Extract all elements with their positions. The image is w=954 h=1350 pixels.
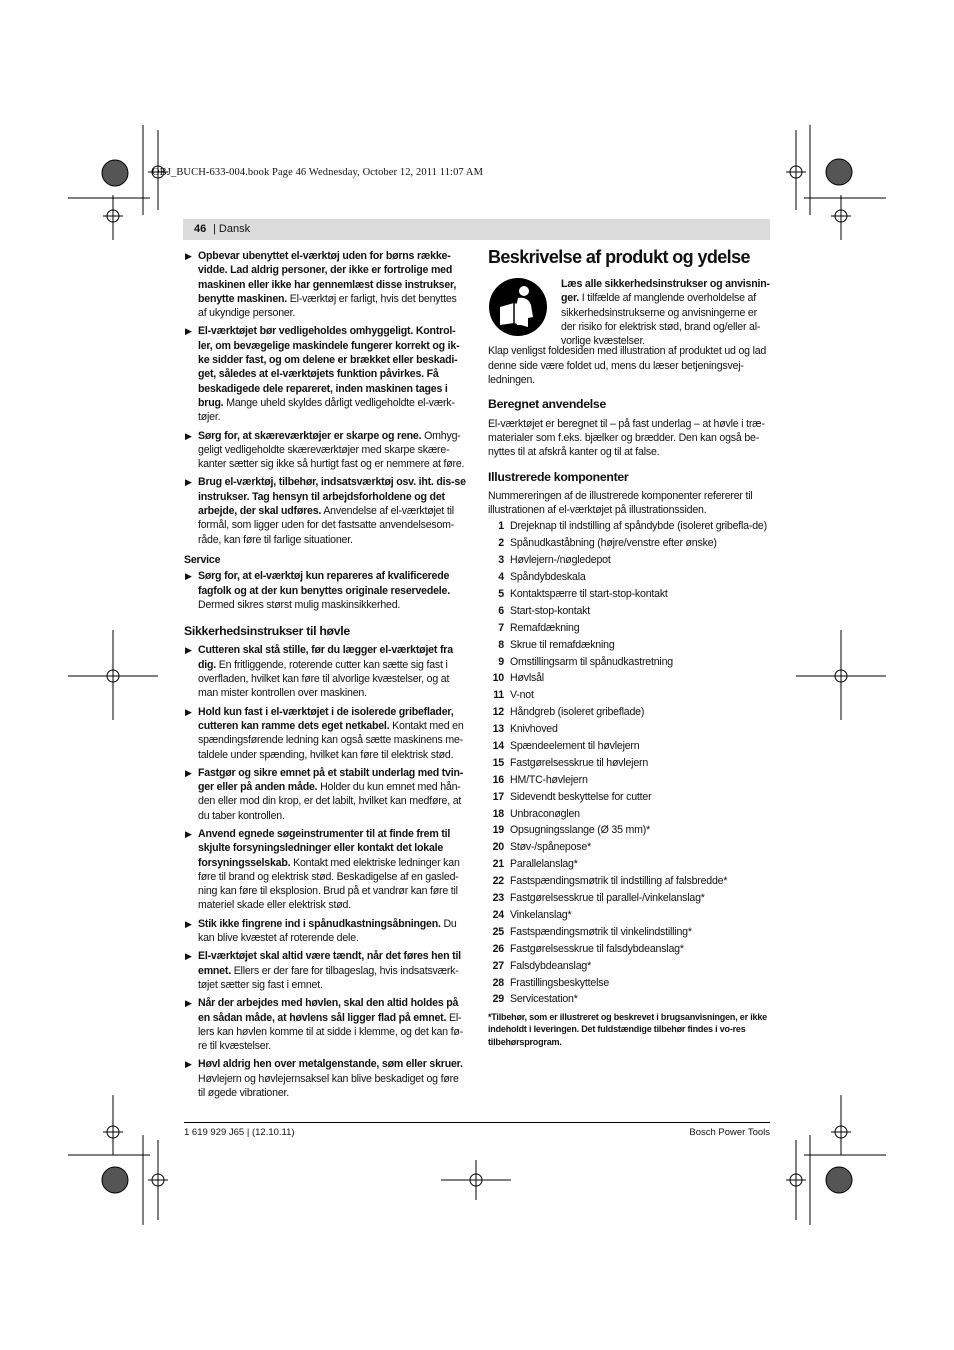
component-label: Fastgørelsesskrue til falsdybdeanslag* bbox=[510, 942, 684, 955]
component-label: HM/TC-høvlejern bbox=[510, 773, 588, 786]
component-item bbox=[488, 739, 770, 753]
component-item bbox=[488, 553, 770, 567]
component-label: Fastgørelsesskrue til parallel-/vinkelanslag* bbox=[510, 892, 705, 905]
bullet-item bbox=[184, 643, 466, 700]
component-label: Spånudkaståbning (højre/venstre efter ønske) bbox=[510, 537, 717, 550]
component-label: Fastspændingsmøtrik til vinkelindstilling* bbox=[510, 925, 692, 938]
component-item bbox=[488, 925, 770, 939]
component-number: 16 bbox=[492, 773, 504, 786]
component-number: 2 bbox=[498, 537, 504, 550]
bullet-bold-text: Fastgør og sikre emnet på et stabilt underlag med tvin-ger eller på anden måde. bbox=[198, 766, 464, 794]
bullet-item bbox=[184, 949, 466, 992]
service-bullets bbox=[184, 569, 466, 612]
safety-heading: Sikkerhedsinstrukser til høvle bbox=[184, 624, 350, 639]
bullet-arrow-icon: ▶ bbox=[185, 477, 192, 488]
component-label: Drejeknap til indstilling af spåndybde (isoleret gribefla-de) bbox=[510, 520, 767, 533]
bullet-arrow-icon: ▶ bbox=[185, 918, 192, 929]
bullet-arrow-icon: ▶ bbox=[185, 1059, 192, 1070]
component-item bbox=[488, 823, 770, 837]
bullet-text: Omhyg-geligt vedligeholdte skæreværktøjer med skarpe skære-kanter sætter sig ikke så hurtigt fast og er nemmere at føre. bbox=[198, 429, 465, 471]
intro-text: Læs alle sikkerhedsinstrukser og anvisnin-ger. I tilfælde af manglende overholdelse af sikkerhedsinstrukserne og anvisningerne er der risiko for elektrisk stød, brand og/eller al-vorlige kvæstelser. bbox=[561, 278, 770, 348]
component-number: 28 bbox=[492, 976, 504, 989]
component-label: Frastillingsbeskyttelse bbox=[510, 976, 610, 989]
bullet-text: En fritliggende, roterende cutter kan sætte sig fast i overfladen, hvilket kan føre til alvorlige kvæstelser, og at man mister kontrollen over maskinen. bbox=[198, 658, 450, 700]
left-column bbox=[184, 249, 466, 1104]
component-label: Sidevendt beskyttelse for cutter bbox=[510, 790, 652, 803]
page-number: 46 bbox=[194, 223, 207, 235]
component-item bbox=[488, 840, 770, 854]
component-item bbox=[488, 638, 770, 652]
component-label: Kontaktspærre til start-stop-kontakt bbox=[510, 588, 668, 601]
component-number: 14 bbox=[492, 740, 504, 753]
bullet-bold-text: Cutteren skal stå stille, før du lægger el-værktøjet fra dig. bbox=[198, 644, 453, 671]
component-label: Spændeelement til høvlejern bbox=[510, 740, 640, 753]
component-label: Skrue til remafdækning bbox=[510, 638, 615, 651]
page-header-bar bbox=[183, 219, 770, 240]
bullet-item bbox=[184, 1057, 466, 1100]
bullet-item bbox=[184, 996, 466, 1053]
component-number: 29 bbox=[492, 993, 504, 1006]
bullet-arrow-icon: ▶ bbox=[185, 571, 192, 582]
footer-brand: Bosch Power Tools bbox=[689, 1127, 770, 1138]
components-heading: Illustrerede komponenter bbox=[488, 469, 629, 484]
bullet-bold-text: Anvend egnede søgeinstrumenter til at finde frem til skjulte forsyningsledninger eller kontakt det lokale forsyningsselskab. bbox=[198, 827, 451, 869]
bullet-text: Kontakt med elektriske ledninger kan føre til brand og elektrisk stød. Beskadigelse af en gasled-ning kan føre til eksplosion. Brud på et vandrør kan føre til materiel skade eller elektrisk stød. bbox=[198, 856, 460, 912]
intended-use-text: El-værktøjet er beregnet til – på fast underlag – at høvle i træ-materialer som f.eks. bjælker og brædder. Den kan også be-nyttes til at afskrå kanter og til at false. bbox=[488, 417, 765, 459]
component-label: Falsdybdeanslag* bbox=[510, 959, 592, 972]
component-number: 4 bbox=[498, 571, 504, 584]
bullet-bold-text: Stik ikke fingrene ind i spånudkastningsåbningen. bbox=[198, 917, 441, 930]
bullet-text: Du kan blive kvæstet af roterende dele. bbox=[198, 917, 457, 945]
component-number: 13 bbox=[492, 723, 504, 736]
safety-bullets bbox=[184, 643, 466, 1100]
component-item bbox=[488, 874, 770, 888]
component-label: Fastspændingsmøtrik til indstilling af falsbredde* bbox=[510, 875, 728, 888]
component-item bbox=[488, 519, 770, 533]
component-item bbox=[488, 756, 770, 770]
general-bullets bbox=[184, 249, 466, 547]
bullet-bold-text: Opbevar ubenyttet el-værktøj uden for børns række-vidde. Lad aldrig personer, der ikke er fortrolige med maskinen eller ikke har gennemlæst disse instrukser, benytte maskinen. bbox=[198, 250, 457, 305]
component-item bbox=[488, 891, 770, 905]
component-label: Fastgørelsesskrue til høvlejern bbox=[510, 756, 649, 769]
page-language: | Dansk bbox=[213, 223, 251, 235]
component-label: Start-stop-kontakt bbox=[510, 604, 591, 617]
component-item bbox=[488, 705, 770, 719]
component-number: 8 bbox=[498, 638, 504, 651]
print-header: OBJ_BUCH-633-004.book Page 46 Wednesday, October 12, 2011 11:07 AM bbox=[152, 167, 484, 178]
component-number: 15 bbox=[492, 756, 504, 769]
section-title: Beskrivelse af produkt og ydelse bbox=[488, 247, 750, 267]
bullet-text: El-værktøj er farligt, hvis det benyttes af ukyndige personer. bbox=[198, 292, 457, 320]
bullet-item bbox=[184, 429, 466, 472]
component-number: 23 bbox=[492, 892, 504, 905]
bullet-bold-text: Når der arbejdes med høvlen, skal den altid holdes på en sådan måde, at høvlens sål ligger flad på emnet. bbox=[198, 997, 459, 1024]
components-list bbox=[488, 519, 770, 1006]
component-number: 22 bbox=[492, 875, 504, 888]
component-item bbox=[488, 621, 770, 635]
bullet-bold-text: El-værktøjet bør vedligeholdes omhyggeligt. Kontrol-ler, om bevægelige maskindele fungerer korrekt og ik-ke sidder fast, og om delene er brækket eller beskadi-get, således at el-værktøjets funktion påvirkes. Få beskadigede dele repareret, inden maskinen tages i brug. bbox=[198, 325, 460, 409]
intended-use-heading: Beregnet anvendelse bbox=[488, 397, 607, 412]
component-number: 20 bbox=[492, 841, 504, 854]
bullet-bold-text: Sørg for, at el-værktøj kun repareres af kvalificerede fagfolk og at der kun benyttes originale reservedele. bbox=[198, 570, 450, 597]
component-label: Håndgreb (isoleret gribeflade) bbox=[510, 706, 645, 719]
intro-block bbox=[488, 277, 770, 348]
component-item bbox=[488, 908, 770, 922]
component-label: Parallelanslag* bbox=[510, 858, 578, 871]
bullet-item bbox=[184, 705, 466, 762]
bullet-arrow-icon: ▶ bbox=[185, 998, 192, 1009]
bullet-item bbox=[184, 827, 466, 913]
component-label: Spåndybdeskala bbox=[510, 571, 586, 584]
bullet-arrow-icon: ▶ bbox=[185, 706, 192, 717]
component-number: 7 bbox=[498, 621, 504, 634]
component-label: Unbraconøglen bbox=[510, 807, 580, 820]
bullet-item bbox=[184, 569, 466, 612]
fold-text: Klap venligst foldesiden med illustration af produktet ud og lad denne side være foldet ud, mens du læser betjeningsvej-ledningen. bbox=[488, 345, 767, 387]
bullet-bold-text: Brug el-værktøj, tilbehør, indsatsværktøj osv. iht. dis-se instrukser. Tag hensyn til arbejdsforholdene og det arbejde, der skal udføres. bbox=[198, 476, 466, 518]
bullet-arrow-icon: ▶ bbox=[185, 430, 192, 441]
bullet-bold-text: Sørg for, at skæreværktøjer er skarpe og rene. bbox=[198, 429, 422, 442]
component-label: Remafdækning bbox=[510, 621, 580, 634]
component-item bbox=[488, 807, 770, 821]
footer-rule bbox=[184, 1122, 770, 1123]
component-item bbox=[488, 688, 770, 702]
component-number: 11 bbox=[493, 689, 504, 702]
component-number: 24 bbox=[492, 908, 504, 921]
bullet-arrow-icon: ▶ bbox=[185, 326, 192, 337]
component-number: 27 bbox=[492, 959, 504, 972]
bullet-text: Kontakt med en spændingsførende ledning kan også sætte maskinens me-taldele under spænding, hvilket kan føre til elektrisk stød. bbox=[198, 719, 464, 761]
bullet-item bbox=[184, 324, 466, 424]
component-number: 26 bbox=[492, 942, 504, 955]
component-number: 12 bbox=[492, 706, 504, 719]
component-number: 21 bbox=[492, 858, 504, 871]
read-manual-icon bbox=[488, 277, 548, 337]
bullet-arrow-icon: ▶ bbox=[185, 251, 192, 261]
bullet-item bbox=[184, 249, 466, 320]
component-label: V-not bbox=[510, 689, 534, 702]
component-number: 10 bbox=[492, 672, 504, 685]
component-item bbox=[488, 959, 770, 973]
bullet-item bbox=[184, 917, 466, 946]
component-label: Servicestation* bbox=[510, 993, 578, 1006]
component-label: Høvlejern-/nøgledepot bbox=[510, 554, 611, 567]
component-label: Støv-/spånepose* bbox=[510, 841, 592, 854]
component-number: 25 bbox=[492, 925, 504, 938]
component-item bbox=[488, 857, 770, 871]
component-item bbox=[488, 604, 770, 618]
bullet-arrow-icon: ▶ bbox=[185, 828, 192, 839]
component-number: 17 bbox=[492, 790, 504, 803]
bullet-text: El-lers kan høvlen komme til at sidde i klemme, og det kan fø-re til kvæstelser. bbox=[198, 1011, 463, 1053]
component-item bbox=[488, 773, 770, 787]
right-column bbox=[488, 246, 770, 1048]
bullet-text: Ellers er der fare for tilbageslag, hvis indsatsværk-tøjet sætter sig fast i emnet. bbox=[198, 964, 459, 991]
component-label: Opsugningsslange (Ø 35 mm)* bbox=[510, 824, 651, 837]
component-label: Knivhoved bbox=[510, 723, 558, 736]
component-item bbox=[488, 790, 770, 804]
service-heading: Service bbox=[184, 553, 221, 566]
bullet-text: Holder du kun emnet med hån-den eller mod din krop, er det labilt, hvilket kan medføre, at du taber kontrollen. bbox=[198, 781, 462, 822]
footer-doc-number: 1 619 929 J65 | (12.10.11) bbox=[184, 1127, 295, 1138]
component-item bbox=[488, 536, 770, 550]
footnote: *Tilbehør, som er illustreret og beskrevet i brugsanvisningen, er ikke indeholdt i leveringen. Det fuldstændige tilbehør findes i vo-res tilbehørsprogram. bbox=[488, 1011, 767, 1047]
components-intro: Nummereringen af de illustrerede komponenter refererer til illustrationen af el-værktøjet på illustrationssiden. bbox=[488, 489, 753, 517]
component-number: 5 bbox=[498, 588, 504, 601]
component-number: 6 bbox=[498, 604, 504, 617]
component-item bbox=[488, 722, 770, 736]
component-item bbox=[488, 976, 770, 990]
bullet-text: Høvlejern og høvlejernsaksel kan blive beskadiget og føre til øgede vibrationer. bbox=[198, 1072, 459, 1100]
component-label: Omstillingsarm til spånudkastretning bbox=[510, 655, 673, 668]
component-number: 3 bbox=[498, 554, 504, 567]
component-item bbox=[488, 942, 770, 956]
bullet-text: Dermed sikres størst mulig maskinsikkerhed. bbox=[198, 598, 401, 611]
component-item bbox=[488, 570, 770, 584]
bullet-arrow-icon: ▶ bbox=[185, 767, 192, 778]
component-label: Høvlsål bbox=[510, 672, 544, 685]
component-item bbox=[488, 992, 770, 1006]
component-item bbox=[488, 655, 770, 669]
component-number: 1 bbox=[498, 520, 504, 533]
bullet-text: Mange uheld skyldes dårligt vedligeholdte el-værk-tøjer. bbox=[198, 396, 455, 424]
bullet-bold-text: Høvl aldrig hen over metalgenstande, søm eller skruer. bbox=[198, 1058, 463, 1071]
bullet-item bbox=[184, 475, 466, 546]
component-item bbox=[488, 587, 770, 601]
bullet-arrow-icon: ▶ bbox=[185, 951, 192, 962]
bullet-bold-text: Hold kun fast i el-værktøjet i de isolerede gribeflader, cutteren kan ramme dets eget netkabel. bbox=[198, 705, 454, 732]
component-item bbox=[488, 671, 770, 685]
component-label: Vinkelanslag* bbox=[510, 908, 572, 921]
component-number: 9 bbox=[498, 655, 504, 668]
bullet-text: Anvendelse af el-værktøjet til formål, som ligger uden for det fastsatte anvendelsesom-råde, kan føre til farlige situationer. bbox=[198, 505, 455, 546]
bullet-arrow-icon: ▶ bbox=[185, 645, 192, 656]
bullet-item bbox=[184, 766, 466, 823]
component-number: 18 bbox=[492, 807, 504, 820]
component-number: 19 bbox=[492, 824, 504, 837]
bullet-bold-text: El-værktøjet skal altid være tændt, når det føres hen til emnet. bbox=[198, 950, 461, 977]
